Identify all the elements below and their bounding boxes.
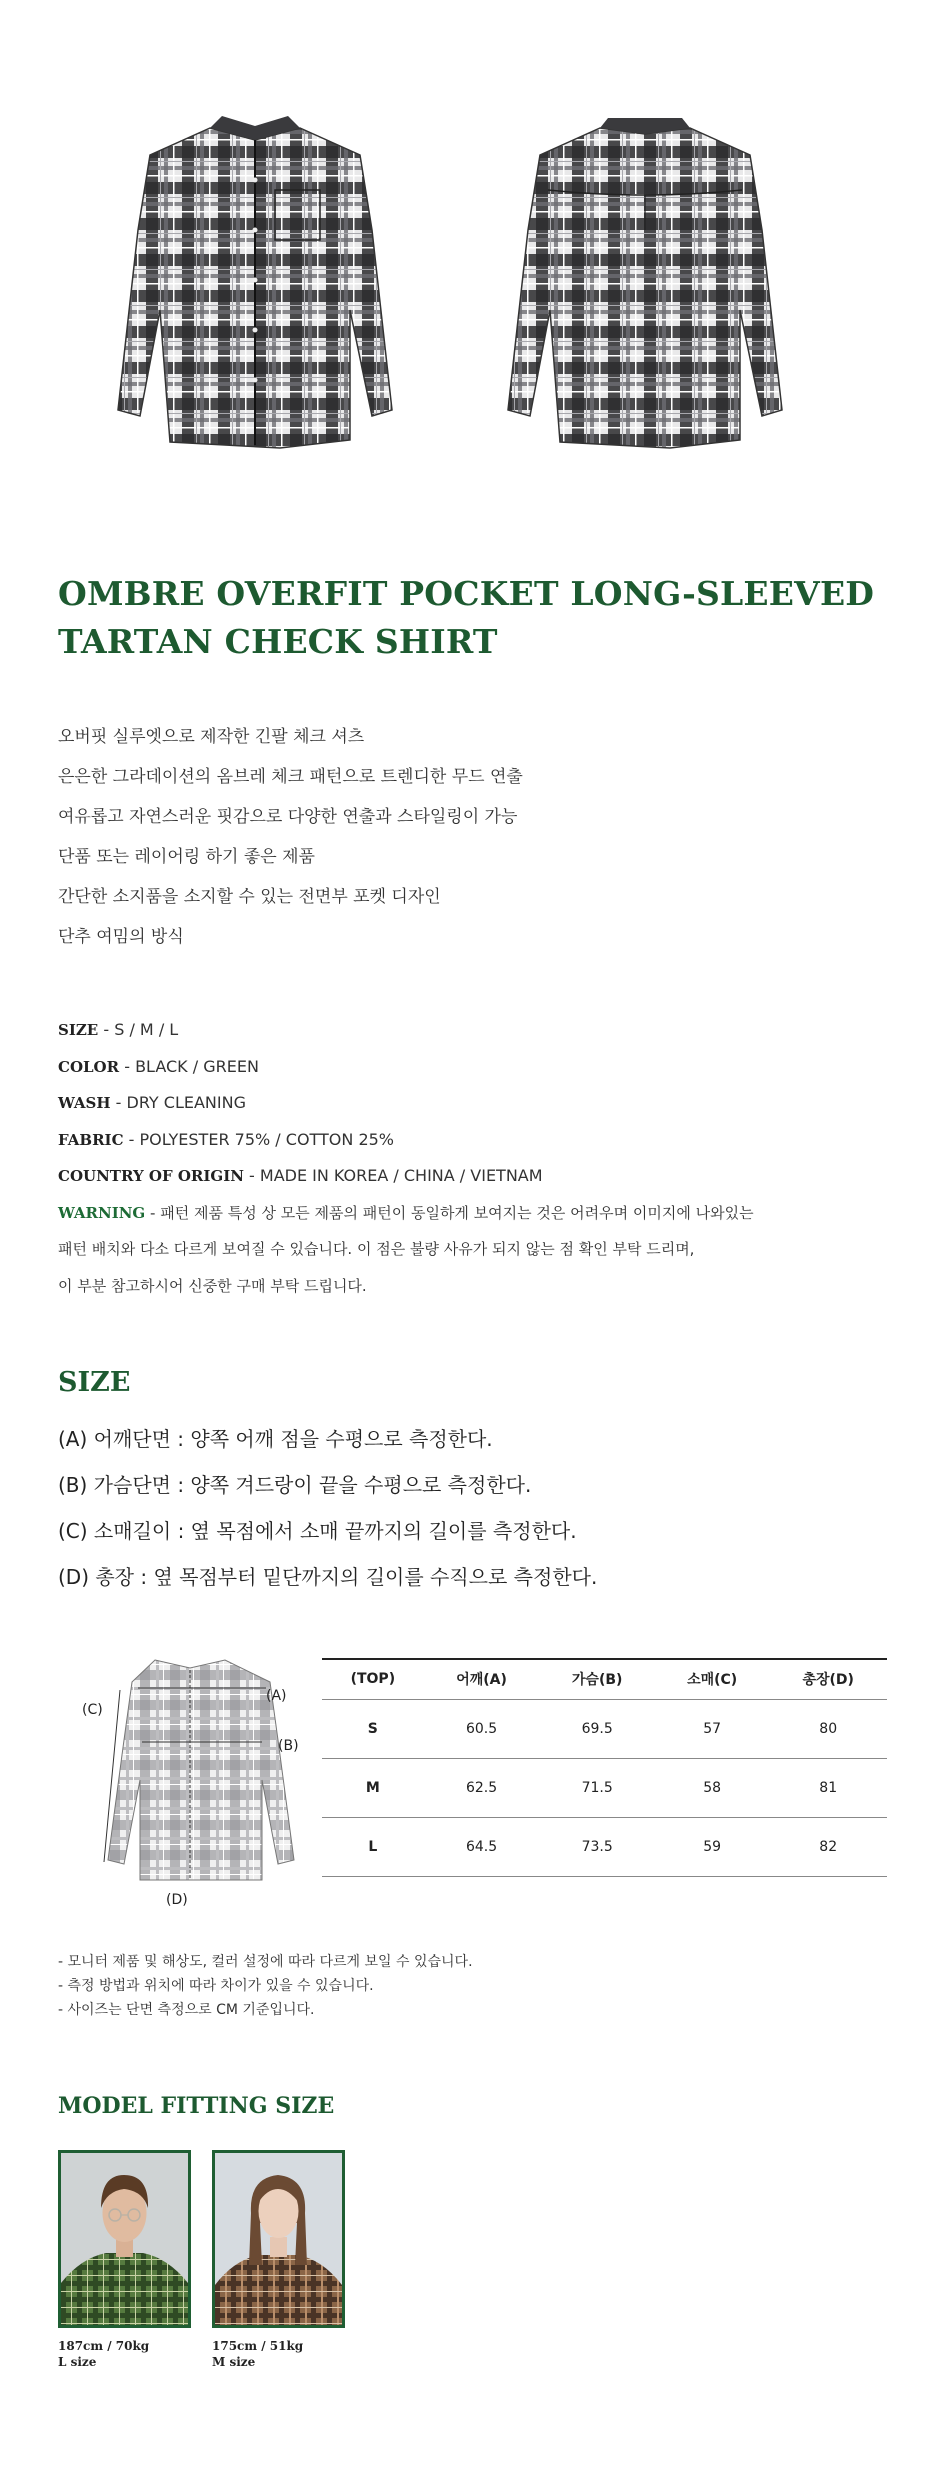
- measure-line: (D) 총장 : 옆 목점부터 밑단까지의 길이를 수직으로 측정한다.: [58, 1565, 598, 1589]
- table-cell: 64.5: [424, 1817, 540, 1876]
- table-header: 소매(C): [655, 1659, 770, 1699]
- table-header-row: [322, 1659, 887, 1699]
- table-cell: 58: [655, 1758, 770, 1817]
- product-front-image: [110, 110, 400, 490]
- note-line: - 사이즈는 단면 측정으로 CM 기준입니다.: [58, 2002, 315, 2018]
- table-row: [322, 1699, 887, 1758]
- description-line: 은은한 그라데이션의 옴브레 체크 패턴으로 트렌디한 무드 연출: [58, 767, 523, 787]
- spec-origin: COUNTRY OF ORIGIN - MADE IN KOREA / CHINA / VIETNAM: [58, 1166, 543, 1185]
- label-b: (B): [278, 1738, 299, 1754]
- spec-wash: WASH - DRY CLEANING: [58, 1093, 246, 1112]
- description-line: 여유롭고 자연스러운 핏감으로 다양한 연출과 스타일링이 가능: [58, 807, 518, 827]
- product-description: [58, 717, 523, 957]
- table-cell: 60.5: [424, 1699, 540, 1758]
- label-a: (A): [266, 1688, 287, 1704]
- table-cell: 69.5: [539, 1699, 654, 1758]
- measure-line: (A) 어깨단면 : 양쪽 어깨 점을 수평으로 측정한다.: [58, 1427, 493, 1451]
- size-table: [322, 1658, 887, 1877]
- model-photo-female: [212, 2150, 345, 2328]
- model-caption-male: 187cm / 70kg L size: [58, 2339, 150, 2369]
- spec-size: SIZE - S / M / L: [58, 1020, 179, 1039]
- table-cell: 73.5: [539, 1817, 654, 1876]
- size-notes: [58, 1950, 473, 2022]
- note-line: - 모니터 제품 및 해상도, 컬러 설정에 따라 다르게 보일 수 있습니다.: [58, 1954, 473, 1970]
- table-cell: 71.5: [539, 1758, 654, 1817]
- measurement-diagram: [80, 1640, 310, 1910]
- table-header: (TOP): [322, 1659, 424, 1699]
- description-line: 간단한 소지품을 소지할 수 있는 전면부 포켓 디자인: [58, 887, 441, 907]
- description-line: 단품 또는 레이어링 하기 좋은 제품: [58, 847, 315, 867]
- table-cell: 81: [769, 1758, 887, 1817]
- measure-line: (C) 소매길이 : 옆 목점에서 소매 끝까지의 길이를 측정한다.: [58, 1519, 577, 1543]
- note-line: - 측정 방법과 위치에 따라 차이가 있을 수 있습니다.: [58, 1978, 374, 1994]
- table-cell: M: [322, 1758, 424, 1817]
- table-cell: 80: [769, 1699, 887, 1758]
- table-cell: L: [322, 1817, 424, 1876]
- warning-line: 패턴 배치와 다소 다르게 보여질 수 있습니다. 이 점은 불량 사유가 되지 않는 점 확인 부탁 드리며,: [58, 1240, 695, 1258]
- table-cell: 57: [655, 1699, 770, 1758]
- measure-line: (B) 가슴단면 : 양쪽 겨드랑이 끝을 수평으로 측정한다.: [58, 1473, 532, 1497]
- table-cell: S: [322, 1699, 424, 1758]
- table-row: [322, 1817, 887, 1876]
- spec-fabric: FABRIC - POLYESTER 75% / COTTON 25%: [58, 1129, 395, 1149]
- size-heading: SIZE: [58, 1367, 131, 1398]
- model-photo-male: [58, 2150, 191, 2328]
- description-line: 단추 여밈의 방식: [58, 927, 184, 947]
- table-cell: 62.5: [424, 1758, 540, 1817]
- warning-line: 이 부분 참고하시어 신중한 구매 부탁 드립니다.: [58, 1276, 367, 1295]
- product-back-image: [500, 110, 790, 490]
- table-header: 가슴(B): [539, 1659, 654, 1699]
- model-fitting-heading: MODEL FITTING SIZE: [58, 2093, 335, 2119]
- description-line: 오버핏 실루엣으로 제작한 긴팔 체크 셔츠: [58, 727, 365, 747]
- label-c: (C): [82, 1702, 103, 1718]
- spec-warning: WARNING - 패턴 제품 특성 상 모든 제품의 패턴이 동일하게 보여지는 것은 어려우며 이미지에 나와있는: [58, 1203, 754, 1222]
- table-cell: 82: [769, 1817, 887, 1876]
- label-d: (D): [166, 1892, 188, 1908]
- table-cell: 59: [655, 1817, 770, 1876]
- product-specs: [58, 1012, 754, 1304]
- measurement-guide: [58, 1416, 597, 1600]
- table-row: [322, 1758, 887, 1817]
- model-caption-female: 175cm / 51kg M size: [212, 2339, 304, 2369]
- spec-color: COLOR - BLACK / GREEN: [58, 1056, 259, 1076]
- table-header: 어깨(A): [424, 1659, 540, 1699]
- table-header: 총장(D): [769, 1659, 887, 1699]
- product-title: OMBRE OVERFIT POCKET LONG-SLEEVED TARTAN CHECK SHIRT: [58, 574, 875, 661]
